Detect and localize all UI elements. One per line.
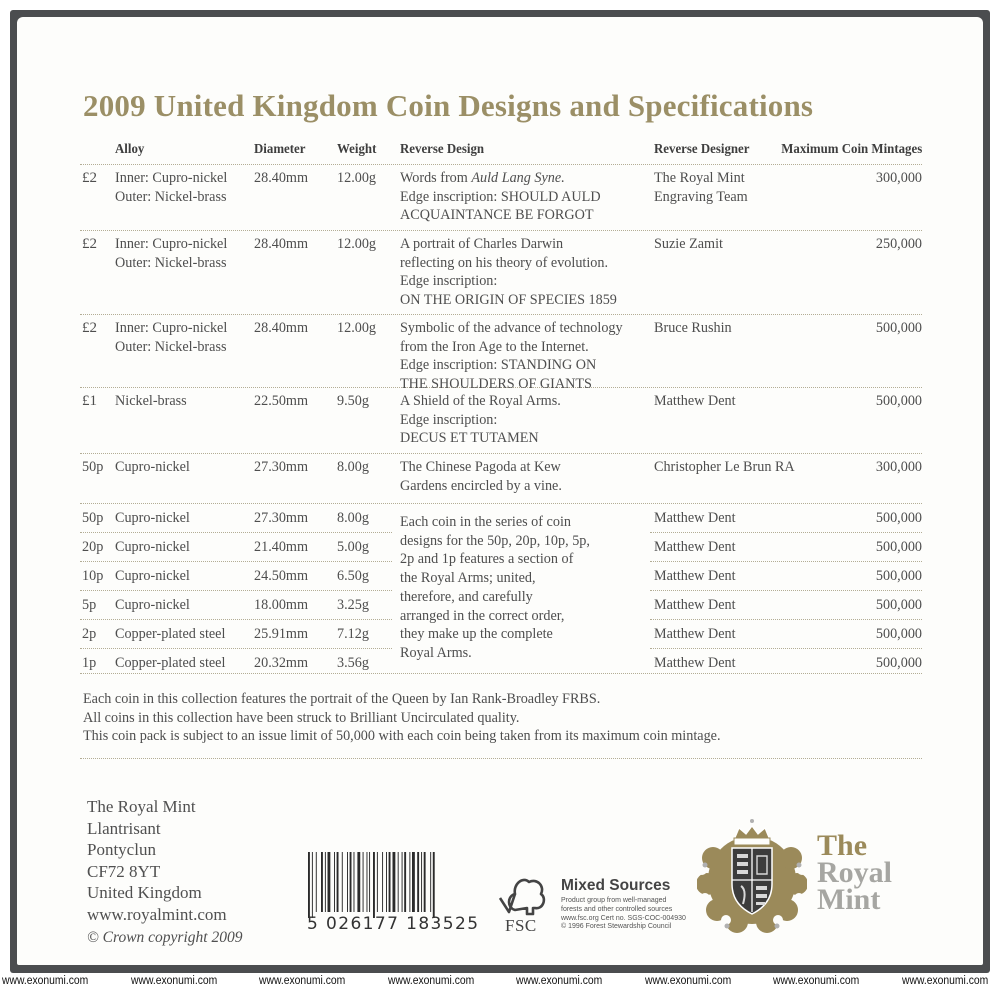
- denomination: 50p: [82, 510, 104, 526]
- barcode-bar: [430, 852, 431, 912]
- alloy: Copper-plated steel: [115, 626, 226, 642]
- design-line: A Shield of the Royal Arms.: [400, 393, 561, 409]
- royal-mint-crest-icon: [697, 818, 807, 933]
- design-line: the Royal Arms; united,: [400, 570, 536, 587]
- diameter: 18.00mm: [254, 597, 308, 613]
- barcode-bar: [328, 852, 331, 912]
- design-title: Auld Lang Syne.: [471, 170, 565, 186]
- header-weight: Weight: [337, 142, 377, 157]
- denomination: 1p: [82, 655, 97, 671]
- barcode-bar: [357, 852, 360, 912]
- barcode-bar: [337, 852, 339, 912]
- barcode-bar: [342, 852, 343, 912]
- header-reverse-design: Reverse Design: [400, 142, 485, 157]
- address-line: CF72 8YT: [87, 861, 161, 881]
- weight: 7.12g: [337, 626, 369, 642]
- table-header: [80, 140, 922, 164]
- watermark-text: www.exonumi.com: [902, 975, 989, 987]
- denomination: 5p: [82, 597, 97, 613]
- table-row: [80, 562, 392, 590]
- weight: 8.00g: [337, 459, 369, 475]
- design-line: reflecting on his theory of evolution.: [400, 254, 609, 271]
- fsc-details: [561, 897, 686, 932]
- table-row: [80, 454, 922, 503]
- barcode: [307, 852, 480, 936]
- denomination: £1: [82, 393, 97, 409]
- reverse-designer: [654, 169, 748, 206]
- design-line: 2p and 1p features a section of: [400, 551, 574, 568]
- reverse-designer: Matthew Dent: [654, 655, 736, 671]
- watermark-strip: [0, 975, 1000, 992]
- alloy-line: Outer: Nickel-brass: [115, 254, 227, 271]
- design-line: Edge inscription:: [400, 411, 498, 428]
- barcode-bar: [424, 852, 426, 912]
- alloy: [115, 235, 227, 272]
- barcode-bars: [307, 852, 472, 918]
- table-row: [80, 388, 922, 453]
- royal-mint-logo: [817, 829, 892, 916]
- barcode-bar: [421, 852, 422, 912]
- note-line: Each coin in this collection features the portrait of the Queen by Ian Rank-Broadley FRBS.: [83, 691, 601, 707]
- weight: 9.50g: [337, 393, 369, 409]
- watermark-text: www.exonumi.com: [130, 975, 217, 987]
- barcode-bar: [321, 852, 323, 912]
- barcode-bar: [334, 852, 335, 912]
- alloy-line: Inner: Cupro-nickel: [115, 320, 228, 336]
- barcode-bar: [350, 852, 352, 912]
- denomination: £2: [82, 170, 97, 186]
- diameter: 25.91mm: [254, 626, 308, 642]
- max-mintage: 500,000: [875, 393, 922, 409]
- alloy: Cupro-nickel: [115, 539, 190, 555]
- reverse-design: [400, 458, 562, 495]
- designer-line: Bruce Rushin: [654, 320, 732, 336]
- alloy: Cupro-nickel: [115, 568, 190, 584]
- barcode-bar: [354, 852, 355, 912]
- reverse-design: [400, 169, 601, 225]
- barcode-bar: [325, 852, 326, 912]
- design-line: designs for the 50p, 20p, 10p, 5p,: [400, 532, 590, 549]
- alloy-line: Outer: Nickel-brass: [115, 188, 227, 205]
- address-line: Llantrisant: [87, 818, 161, 838]
- design-line: therefore, and carefully: [400, 588, 533, 605]
- note-line: This coin pack is subject to an issue limit of 50,000 with each coin being taken from its maximum coin mintage.: [83, 728, 721, 744]
- designer-line: Suzie Zamit: [654, 236, 723, 252]
- reverse-designer: Matthew Dent: [654, 539, 736, 555]
- table-row: [80, 620, 392, 648]
- max-mintage: 250,000: [875, 236, 922, 252]
- table-row-designer: [650, 562, 922, 590]
- header-max-mintage: Maximum Coin Mintages: [781, 142, 922, 157]
- denomination: 2p: [82, 626, 97, 642]
- table-row: [80, 533, 392, 561]
- design-line: Edge inscription:: [400, 273, 498, 290]
- design-line: [400, 169, 601, 188]
- design-line: Each coin in the series of coin: [400, 514, 571, 530]
- max-mintage: 300,000: [875, 459, 922, 475]
- alloy-line: Cupro-nickel: [115, 459, 190, 475]
- fsc-line: www.fsc.org Cert no. SGS-COC-004930: [561, 914, 686, 922]
- designer-line: Christopher Le Brun RA: [654, 459, 795, 475]
- logo-word: Mint: [817, 883, 881, 916]
- weight: 12.00g: [337, 320, 377, 336]
- denomination: £2: [82, 320, 97, 336]
- reverse-design: [400, 319, 623, 394]
- diameter: 28.40mm: [254, 236, 308, 252]
- design-text: Words from: [400, 170, 472, 186]
- design-line: A portrait of Charles Darwin: [400, 236, 564, 252]
- watermark-text: www.exonumi.com: [259, 975, 346, 987]
- designer-line: Engraving Team: [654, 188, 748, 205]
- design-line: Gardens encircled by a vine.: [400, 477, 562, 494]
- design-line: Edge inscription: SHOULD AULD: [400, 188, 601, 205]
- address-line: United Kingdom: [87, 883, 202, 902]
- diameter: 27.30mm: [254, 459, 308, 475]
- reverse-designer: Matthew Dent: [654, 597, 736, 613]
- max-mintage: 500,000: [875, 655, 922, 671]
- barcode-bar: [404, 852, 406, 912]
- collection-notes: [83, 690, 721, 746]
- table-row: [80, 649, 392, 677]
- table-row: [80, 315, 922, 393]
- reverse-designer: Matthew Dent: [654, 510, 736, 526]
- alloy: [115, 319, 227, 356]
- design-line: ON THE ORIGIN OF SPECIES 1859: [400, 292, 617, 309]
- design-line: Edge inscription: STANDING ON: [400, 357, 597, 374]
- design-line: DECUS ET TUTAMEN: [400, 430, 539, 447]
- alloy-line: Outer: Nickel-brass: [115, 338, 227, 355]
- weight: 6.50g: [337, 568, 369, 584]
- weight: 8.00g: [337, 510, 369, 526]
- barcode-bar: [367, 852, 368, 912]
- reverse-design: [400, 392, 561, 448]
- design-line: Symbolic of the advance of technology: [400, 320, 623, 336]
- fsc-label: FSC: [505, 916, 537, 935]
- table-row-designer: [650, 649, 922, 677]
- diameter: 28.40mm: [254, 320, 308, 336]
- barcode-bar: [308, 852, 310, 918]
- table-row: [80, 591, 392, 619]
- watermark-text: www.exonumi.com: [773, 975, 860, 987]
- page-title: 2009 United Kingdom Coin Designs and Specifications: [83, 88, 814, 123]
- reverse-designer: [654, 235, 723, 254]
- watermark-text: www.exonumi.com: [516, 975, 603, 987]
- weight: 12.00g: [337, 236, 377, 252]
- barcode-bar: [393, 852, 396, 912]
- barcode-bar: [316, 852, 317, 912]
- alloy-line: Nickel-brass: [115, 393, 187, 409]
- logo-word: Royal: [817, 856, 892, 889]
- reverse-designer: [654, 458, 795, 477]
- denomination: £2: [82, 236, 97, 252]
- note-line: All coins in this collection have been struck to Brilliant Uncirculated quality.: [83, 709, 520, 726]
- table-row: [80, 504, 392, 532]
- spec-table: [80, 140, 922, 674]
- diameter: 24.50mm: [254, 568, 308, 584]
- reverse-designer: [654, 319, 732, 338]
- table-row-designer: [650, 504, 922, 532]
- designer-line: Matthew Dent: [654, 393, 736, 409]
- barcode-bar: [433, 852, 435, 918]
- barcode-number: 5 026177 183525: [307, 914, 480, 934]
- diameter: 28.40mm: [254, 170, 308, 186]
- copyright: © Crown copyright 2009: [87, 929, 243, 946]
- fsc-line: © 1996 Forest Stewardship Council: [561, 923, 672, 931]
- max-mintage: 500,000: [875, 568, 922, 584]
- diameter: 20.32mm: [254, 655, 308, 671]
- barcode-bar: [312, 852, 313, 918]
- barcode-bar: [373, 852, 375, 918]
- design-line: they make up the complete: [400, 626, 553, 643]
- header-alloy: Alloy: [115, 142, 145, 157]
- diameter: 22.50mm: [254, 393, 308, 409]
- mint-address: [87, 796, 242, 949]
- barcode-bar: [417, 852, 419, 912]
- weight: 3.56g: [337, 655, 369, 671]
- table-row: [80, 231, 922, 314]
- watermark-text: www.exonumi.com: [644, 975, 732, 987]
- max-mintage: 500,000: [875, 597, 922, 613]
- design-line: The Chinese Pagoda at Kew: [400, 459, 561, 475]
- lower-denomination-group: [80, 504, 922, 673]
- barcode-bar: [389, 852, 391, 912]
- max-mintage: 500,000: [875, 510, 922, 526]
- denomination: 10p: [82, 568, 104, 584]
- max-mintage: 500,000: [875, 320, 922, 336]
- logo-word: The: [817, 829, 868, 862]
- alloy-line: Inner: Cupro-nickel: [115, 236, 228, 252]
- fsc-line: Product group from well-managed: [561, 897, 667, 904]
- designer-line: The Royal Mint: [654, 170, 745, 186]
- alloy: [115, 458, 190, 477]
- table-row-designer: [650, 620, 922, 648]
- weight: 3.25g: [337, 597, 369, 613]
- alloy: Cupro-nickel: [115, 510, 190, 526]
- header-reverse-designer: Reverse Designer: [654, 142, 750, 157]
- reverse-design: [400, 235, 617, 310]
- alloy: Copper-plated steel: [115, 655, 226, 671]
- reverse-designer: Matthew Dent: [654, 568, 736, 584]
- barcode-bar: [347, 852, 348, 912]
- design-line: arranged in the correct order,: [400, 607, 565, 624]
- alloy: [115, 169, 227, 206]
- divider: [80, 758, 922, 759]
- barcode-bar: [402, 852, 403, 912]
- denomination: 20p: [82, 539, 104, 555]
- alloy: [115, 392, 187, 411]
- barcode-bar: [363, 852, 364, 912]
- reverse-designer: [654, 392, 736, 411]
- table-row: [80, 165, 922, 230]
- diameter: 27.30mm: [254, 510, 308, 526]
- denomination: 50p: [82, 459, 104, 475]
- weight: 12.00g: [337, 170, 377, 186]
- fsc-line: forests and other controlled sources: [561, 905, 673, 913]
- address-line: The Royal Mint: [87, 797, 196, 816]
- alloy-line: Inner: Cupro-nickel: [115, 170, 228, 186]
- barcode-bar: [409, 852, 410, 912]
- barcode-bar: [369, 852, 370, 912]
- barcode-bar: [386, 852, 387, 912]
- fsc-title: Mixed Sources: [561, 877, 671, 894]
- watermark-text: www.exonumi.com: [387, 975, 475, 987]
- watermark-text: www.exonumi.com: [2, 975, 89, 987]
- max-mintage: 500,000: [875, 539, 922, 555]
- address-line: Pontyclun: [87, 840, 156, 859]
- table-row-designer: [650, 533, 922, 561]
- design-line: from the Iron Age to the Internet.: [400, 338, 589, 355]
- max-mintage: 300,000: [875, 170, 922, 186]
- design-line: Royal Arms.: [400, 644, 472, 661]
- barcode-bar: [377, 852, 378, 912]
- group-reverse-design: [400, 513, 590, 663]
- design-line: ACQUAINTANCE BE FORGOT: [400, 207, 594, 224]
- table-row-designer: [650, 591, 922, 619]
- fsc-badge: [495, 868, 705, 940]
- diameter: 21.40mm: [254, 539, 308, 555]
- barcode-bar: [398, 852, 399, 912]
- weight: 5.00g: [337, 539, 369, 555]
- barcode-bar: [412, 852, 415, 912]
- max-mintage: 500,000: [875, 626, 922, 642]
- reverse-designer: Matthew Dent: [654, 626, 736, 642]
- barcode-bar: [382, 852, 383, 912]
- alloy: Cupro-nickel: [115, 597, 190, 613]
- website-link[interactable]: www.royalmint.com: [87, 904, 227, 924]
- design-line: THE SHOULDERS OF GIANTS: [400, 376, 592, 393]
- header-diameter: Diameter: [254, 142, 306, 157]
